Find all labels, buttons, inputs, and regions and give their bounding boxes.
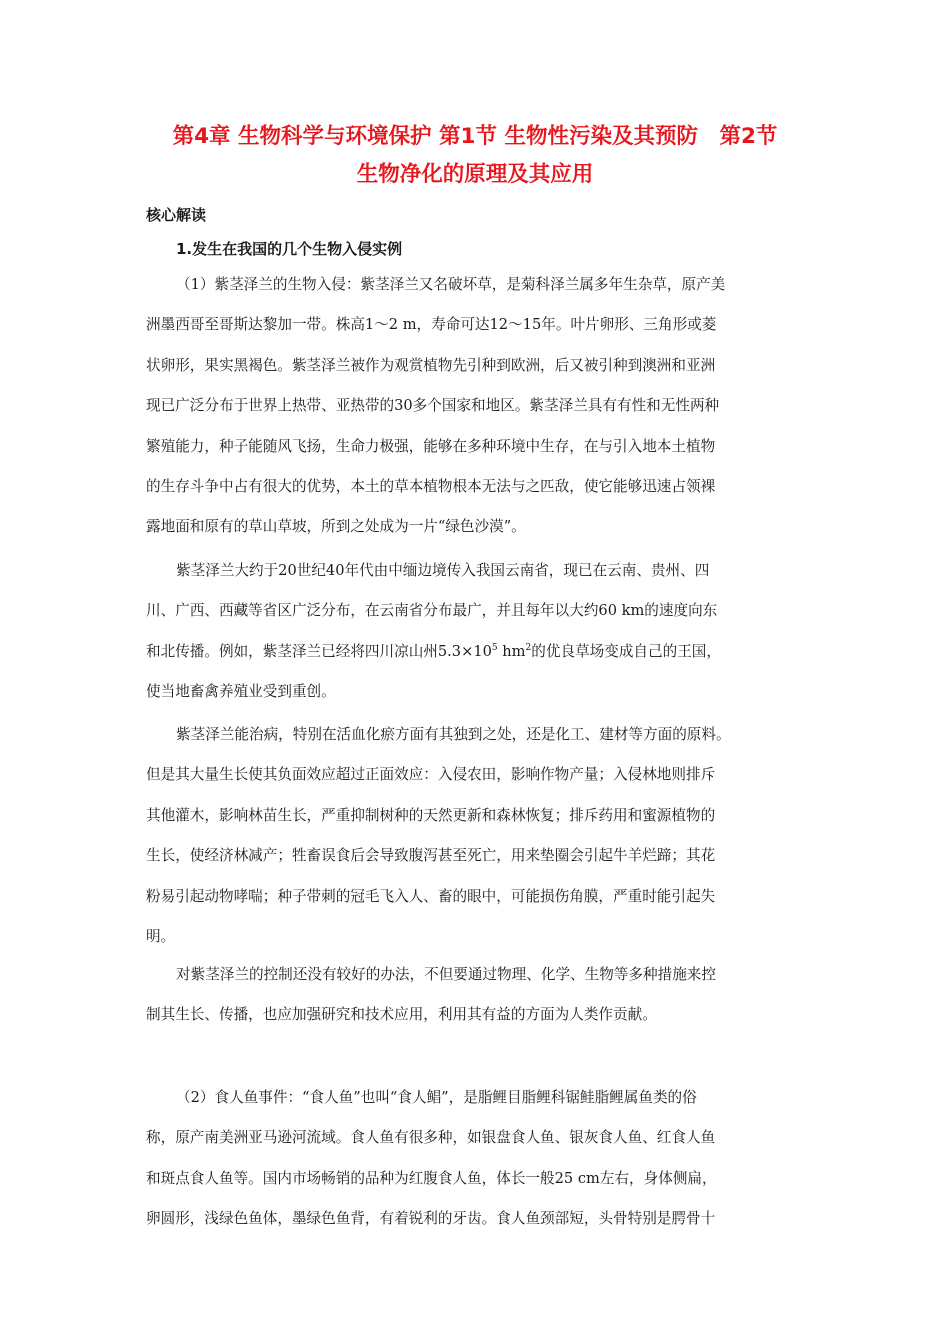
text-line: 对紫茎泽兰的控制还没有较好的办法，不但要通过物理、化学、生物等多种措施来控	[176, 966, 716, 983]
paragraph-2	[146, 551, 806, 713]
text-line: 明。	[146, 927, 176, 945]
paragraph-5	[146, 1078, 806, 1240]
section-heading: 核心解读	[146, 206, 207, 224]
text-line: 现已广泛分布于世界上热带、亚热带的30多个国家和地区。紫茎泽兰具有有性和无性两种	[146, 397, 720, 415]
text-line: 称，原产南美洲亚马逊河流域。食人鱼有很多种，如银盘食人鱼、银灰食人鱼、红食人鱼	[146, 1129, 716, 1147]
text-line: 露地面和原有的草山草坡，所到之处成为一片“绿色沙漠”。	[146, 518, 526, 536]
text-line: 状卵形，果实黑褐色。紫茎泽兰被作为观赏植物先引种到欧洲，后又被引种到澳洲和亚洲	[146, 356, 716, 374]
text-line: 粉易引起动物哮喘；种子带刺的冠毛飞入人、畜的眼中，可能损伤角膜，严重时能引起失	[146, 887, 716, 905]
text-line: 的生存斗争中占有很大的优势，本土的草本植物根本无法与之匹敌，使它能够迅速占领裸	[146, 477, 716, 495]
text-line: 生长，使经济林减产；牲畜误食后会导致腹泻甚至死亡，用来垫圈会引起牛羊烂蹄；其花	[146, 847, 716, 865]
paragraph-4	[146, 955, 806, 1036]
title-line-2: 生物净化的原理及其应用	[356, 162, 594, 187]
text-line: 紫茎泽兰能治病，特别在活血化瘀方面有其独到之处，还是化工、建材等方面的原料。	[176, 726, 731, 743]
text-line: 但是其大量生长使其负面效应超过正面效应：入侵农田，影响作物产量；入侵林地则排斥	[146, 766, 716, 784]
text-line	[146, 632, 806, 672]
text-segment: 和北传播。例如，紫茎泽兰已经将四川凉山州5.3×10	[146, 642, 492, 660]
text-line: 卵圆形，浅绿色鱼体，墨绿色鱼背，有着锐利的牙齿。食人鱼颈部短，头骨特别是腭骨十	[146, 1210, 716, 1228]
document-title	[120, 118, 830, 194]
text-segment: hm	[497, 642, 526, 660]
text-line: 川、广西、西藏等省区广泛分布，在云南省分布最广，并且每年以大约60 km的速度向东	[146, 602, 718, 620]
text-segment: 使当地畜禽养殖业受到重创。	[146, 683, 336, 701]
title-line-1: 第4章 生物科学与环境保护 第1节 生物性污染及其预防 第2节	[172, 124, 778, 149]
text-line: 制其生长、传播，也应加强研究和技术应用，利用其有益的方面为人类作贡献。	[146, 1006, 657, 1024]
superscript: 2	[525, 642, 532, 653]
text-line: 繁殖能力，种子能随风飞扬，生命力极强，能够在多种环境中生存，在与引入地本土植物	[146, 437, 716, 455]
text-line: 紫茎泽兰大约于20世纪40年代由中缅边境传入我国云南省，现已在云南、贵州、四	[176, 562, 710, 579]
paragraph-3	[146, 715, 806, 957]
text-line: 洲墨西哥至哥斯达黎加一带。株高1～2 m，寿命可达12～15年。叶片卵形、三角形或菱	[146, 316, 717, 334]
text-line: 和斑点食人鱼等。国内市场畅销的品种为红腹食人鱼，体长一般25 cm左右，身体侧扁，	[146, 1169, 717, 1187]
text-line: （2）食人鱼事件：“食人鱼”也叫“食人鲳”，是脂鲤目脂鲤科锯鲑脂鲤属鱼类的俗	[176, 1089, 697, 1106]
text-line: （1）紫茎泽兰的生物入侵：紫茎泽兰又名破坏草，是菊科泽兰属多年生杂草，原产美	[176, 276, 726, 293]
text-segment: 的优良草场变成自己的王国，	[531, 642, 721, 660]
superscript: 5	[491, 642, 498, 653]
subsection-heading: 1.发生在我国的几个生物入侵实例	[176, 240, 403, 258]
text-line: 其他灌木，影响林苗生长，严重抑制树种的天然更新和森林恢复；排斥药用和蜜源植物的	[146, 806, 716, 824]
text-line	[146, 672, 806, 712]
paragraph-1	[146, 265, 806, 548]
